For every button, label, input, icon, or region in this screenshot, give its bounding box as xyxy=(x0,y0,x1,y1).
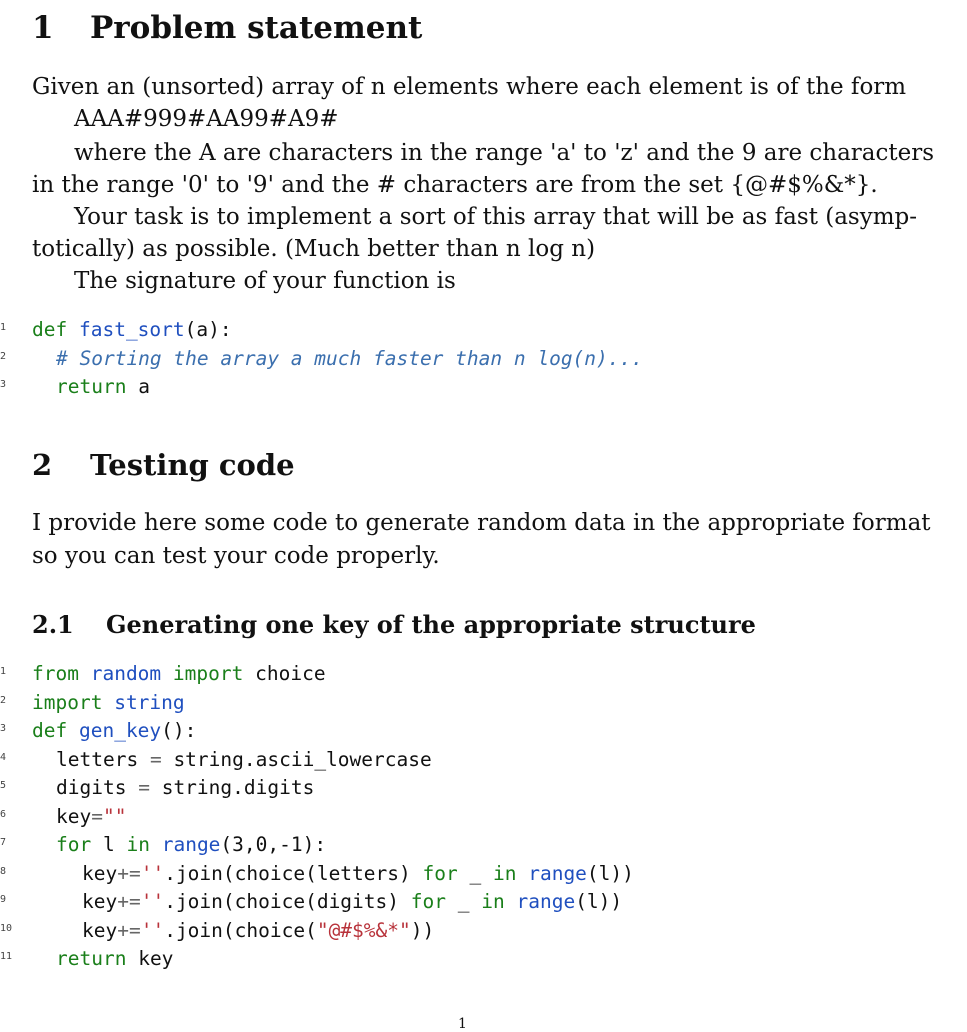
function-name: gen_key xyxy=(78,719,162,742)
paragraph-line: totically) as possible. (Much better than n log n) xyxy=(32,236,596,262)
code-text: .join(choice(digits) xyxy=(164,890,400,913)
line-number: 8 xyxy=(0,866,7,877)
operator: = xyxy=(149,748,162,771)
paragraph-line: The signature of your function is xyxy=(74,268,456,294)
code-text: l xyxy=(102,833,115,856)
code-line xyxy=(56,774,314,802)
code-comment: # Sorting the array a much faster than n log(n)... xyxy=(56,347,643,370)
code-line xyxy=(56,803,126,831)
code-line xyxy=(56,746,432,774)
code-text: (a): xyxy=(184,318,232,341)
line-number: 4 xyxy=(0,752,7,763)
code-text: key xyxy=(56,805,92,828)
string-literal: "" xyxy=(102,805,127,828)
code-line xyxy=(82,860,634,888)
paragraph-line: Your task is to implement a sort of this array that will be as fast (asymp- xyxy=(74,204,918,230)
keyword: in xyxy=(126,833,150,856)
code-text: choice xyxy=(255,662,326,685)
string-literal: "@#$%&*" xyxy=(316,919,411,942)
paragraph-line: where the A are characters in the range 'a' to 'z' and the 9 are characters xyxy=(74,140,935,166)
module-name: string xyxy=(114,691,185,714)
builtin-name: range xyxy=(516,890,576,913)
code-text: _ xyxy=(469,862,482,885)
format-example: AAA#999#AA99#A9# xyxy=(74,106,339,132)
code-line xyxy=(56,831,326,859)
code-text: (l)) xyxy=(575,890,623,913)
paragraph-line: so you can test your code properly. xyxy=(32,543,440,569)
subsection-2-1-heading xyxy=(32,610,756,639)
line-number: 2 xyxy=(0,351,7,362)
string-literal: '' xyxy=(140,919,165,942)
code-text: (3,0,-1): xyxy=(220,833,327,856)
section-number: 2 xyxy=(32,448,53,482)
paragraph-line: Given an (unsorted) array of n elements where each element is of the form xyxy=(32,74,907,100)
operator: += xyxy=(117,890,141,913)
operator: = xyxy=(138,776,150,799)
keyword: import xyxy=(32,691,103,714)
keyword: def xyxy=(32,719,68,742)
keyword: for xyxy=(410,890,446,913)
keyword: return xyxy=(56,375,127,398)
keyword: return xyxy=(56,947,127,970)
operator: += xyxy=(117,862,141,885)
code-text: )) xyxy=(410,919,435,942)
code-text: string.ascii_lowercase xyxy=(173,748,432,771)
paragraph-line: in the range '0' to '9' and the # characters are from the set {@#$%&*}. xyxy=(32,172,878,198)
line-number: 2 xyxy=(0,695,7,706)
builtin-name: range xyxy=(528,862,587,885)
code-text: (l)) xyxy=(586,862,634,885)
code-text: key xyxy=(82,890,118,913)
line-number: 1 xyxy=(0,666,7,677)
operator: = xyxy=(91,805,103,828)
keyword: from xyxy=(32,662,79,685)
module-name: random xyxy=(90,662,162,685)
section-title: Problem statement xyxy=(90,10,423,46)
section-1-heading xyxy=(32,10,422,46)
code-text: key xyxy=(138,947,174,970)
line-number: 6 xyxy=(0,809,7,820)
code-text: _ xyxy=(457,890,470,913)
code-line xyxy=(56,945,173,973)
string-literal: '' xyxy=(140,890,165,913)
line-number: 3 xyxy=(0,723,7,734)
builtin-name: range xyxy=(161,833,221,856)
line-number: 9 xyxy=(0,894,7,905)
keyword: in xyxy=(492,862,517,885)
line-number: 3 xyxy=(0,379,7,390)
code-line xyxy=(82,917,434,945)
line-number: 5 xyxy=(0,780,7,791)
section-number: 2.1 xyxy=(32,610,74,639)
code-text: .join(choice( xyxy=(164,919,317,942)
paragraph-line: I provide here some code to generate random data in the appropriate format xyxy=(32,510,931,536)
code-text: key xyxy=(82,862,118,885)
code-text: key xyxy=(82,919,118,942)
code-line xyxy=(32,717,196,745)
code-text: string.digits xyxy=(161,776,315,799)
code-line xyxy=(32,689,185,717)
keyword: for xyxy=(56,833,92,856)
code-text: digits xyxy=(56,776,127,799)
section-title: Testing code xyxy=(90,448,295,482)
section-number: 1 xyxy=(32,10,54,46)
string-literal: '' xyxy=(140,862,165,885)
code-text: a xyxy=(138,375,150,398)
line-number: 7 xyxy=(0,837,7,848)
keyword: import xyxy=(172,662,244,685)
section-2-heading xyxy=(32,448,295,482)
section-title: Generating one key of the appropriate structure xyxy=(106,610,756,639)
line-number: 11 xyxy=(0,951,13,962)
keyword: in xyxy=(481,890,505,913)
line-number: 1 xyxy=(0,322,7,333)
code-text: .join(choice(letters) xyxy=(164,862,411,885)
code-line xyxy=(82,888,622,916)
code-text: letters xyxy=(56,748,139,771)
code-line xyxy=(56,373,150,401)
line-number: 10 xyxy=(0,923,13,934)
page-number: 1 xyxy=(458,1016,467,1032)
code-line xyxy=(32,660,326,688)
code-line xyxy=(32,316,232,344)
keyword: def xyxy=(32,318,68,341)
keyword: for xyxy=(422,862,458,885)
code-line xyxy=(56,345,643,373)
operator: += xyxy=(117,919,141,942)
function-name: fast_sort xyxy=(78,318,185,341)
code-text: (): xyxy=(161,719,197,742)
